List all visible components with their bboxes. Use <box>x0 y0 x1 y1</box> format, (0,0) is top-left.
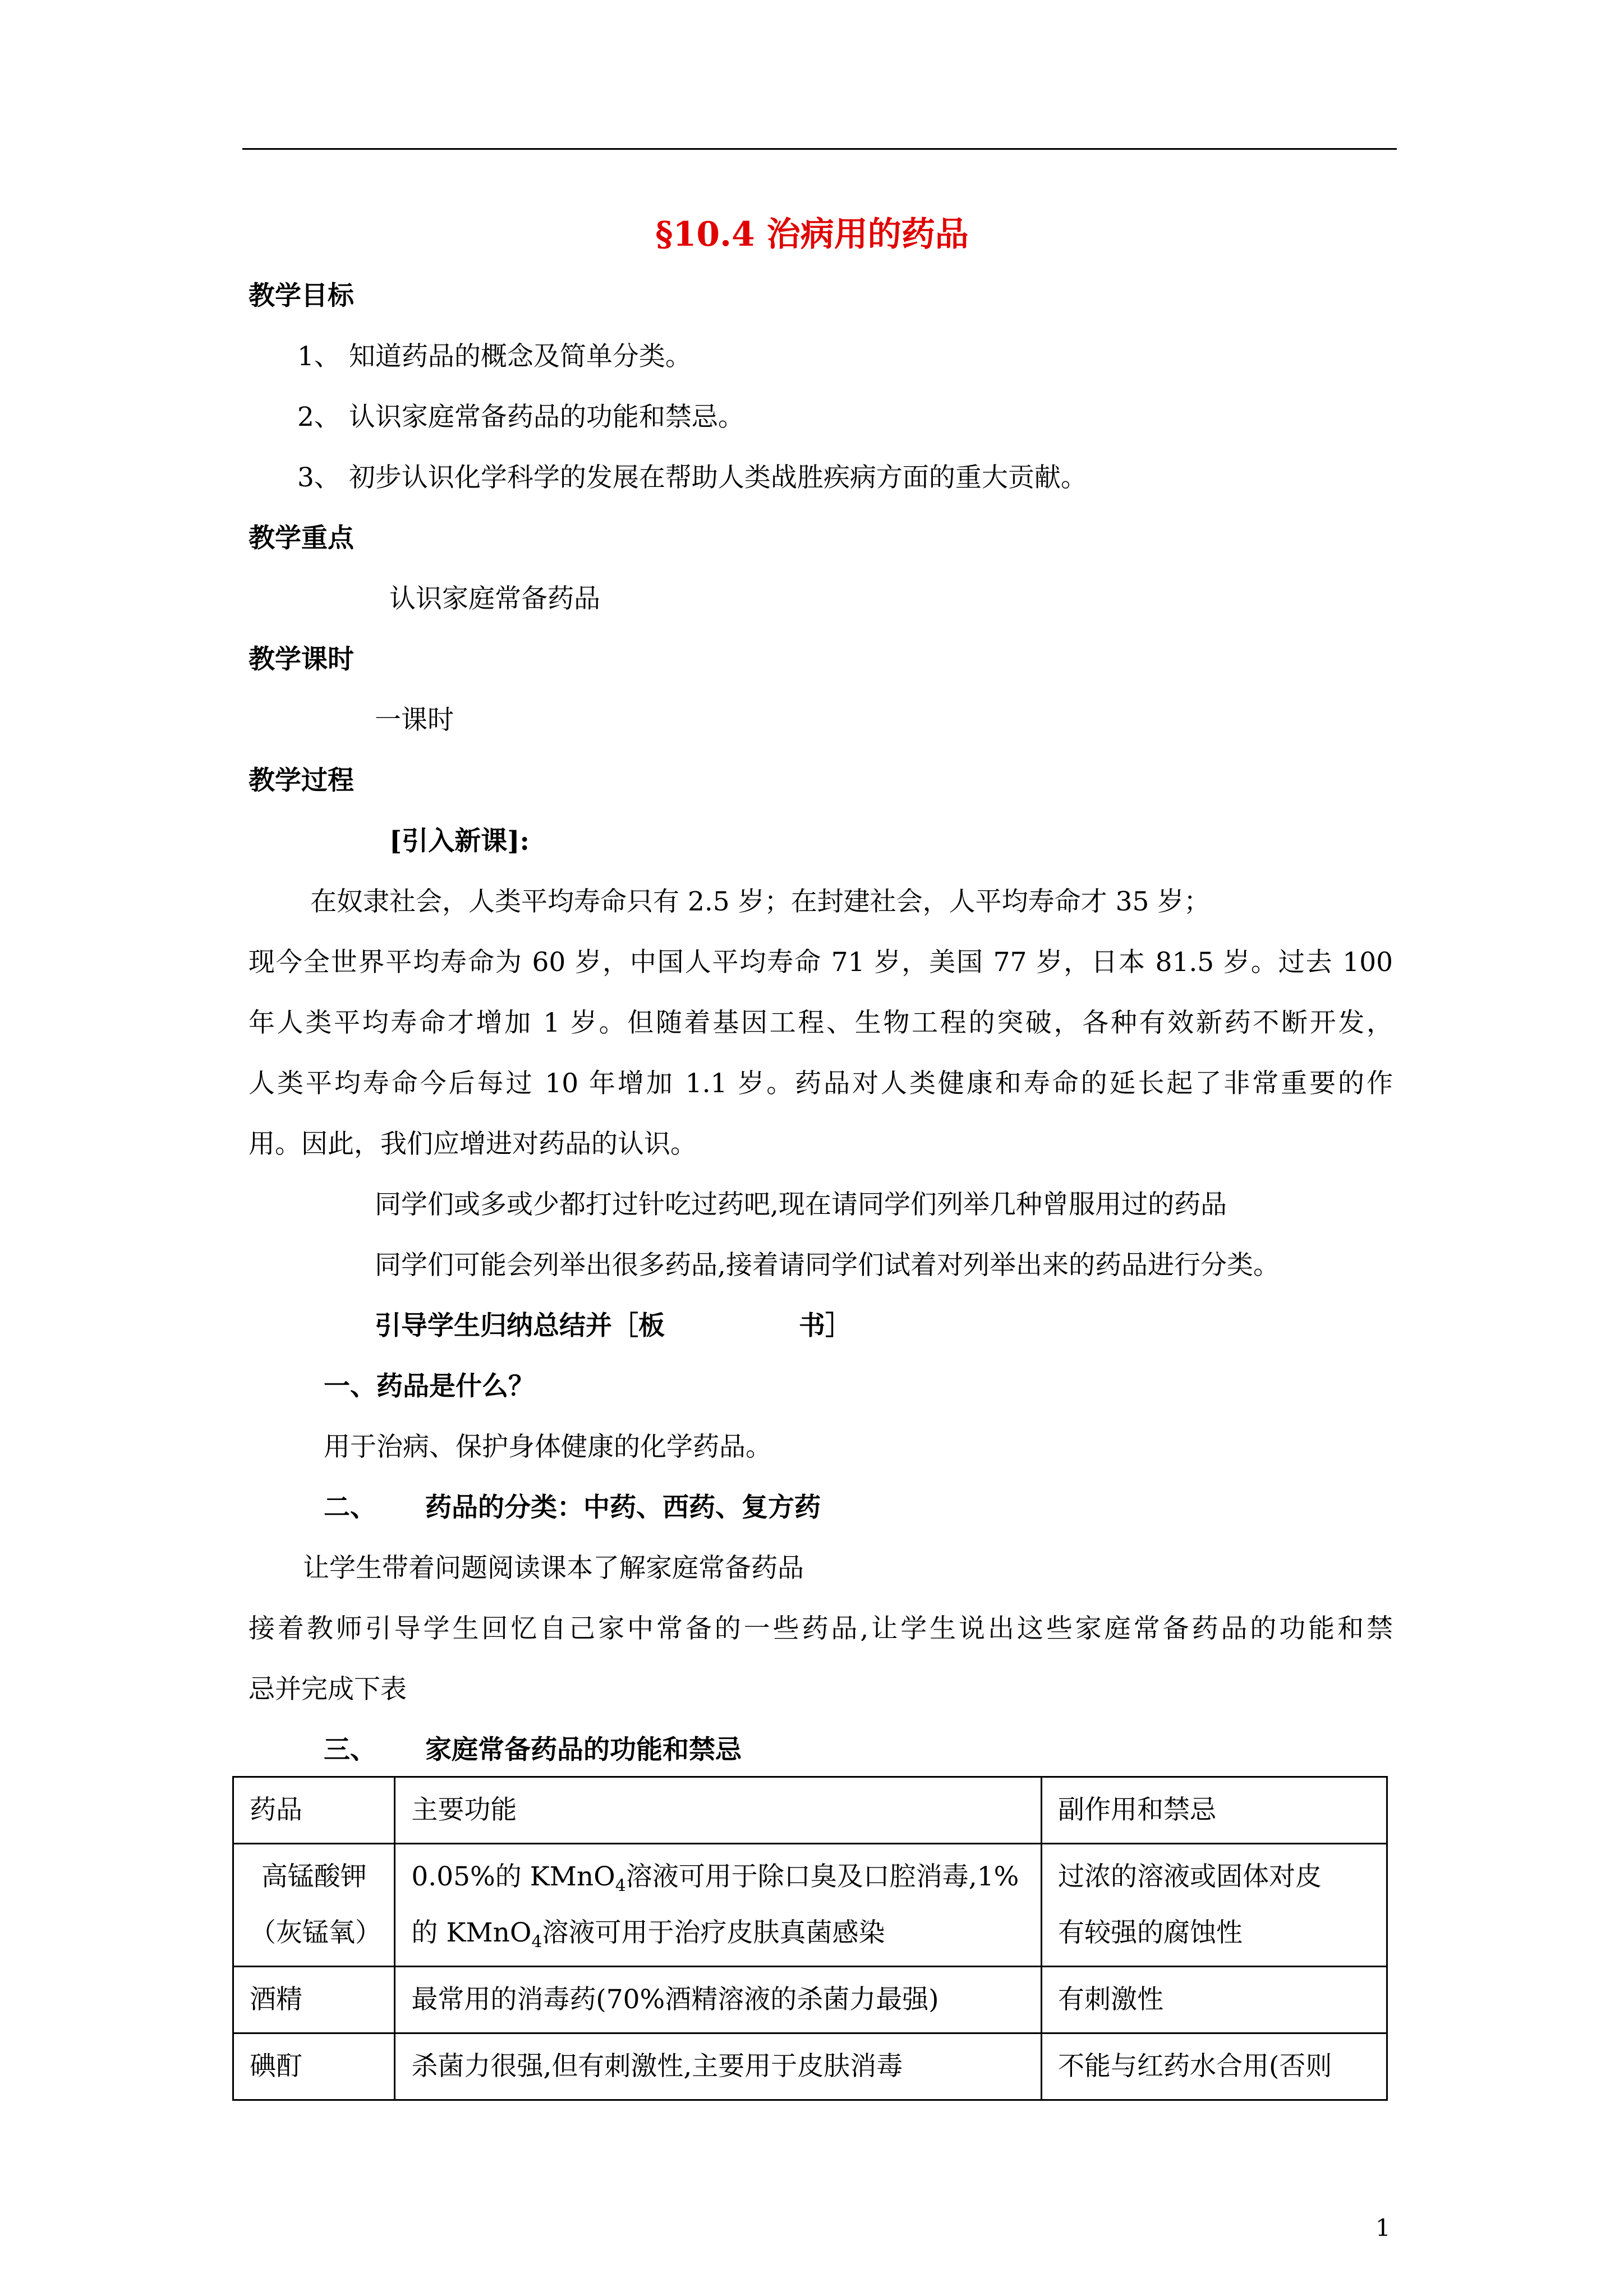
table-cell-function: 最常用的消毒药(70%酒精溶液的杀菌力最强) <box>395 1967 1042 2033</box>
table-row <box>233 2033 1387 2100</box>
paragraph: 让学生带着问题阅读课本了解家庭常备药品 <box>303 1553 804 1584</box>
page-title: §10.4 治病用的药品 <box>655 215 969 254</box>
cell-line <box>411 1849 1025 1905</box>
paragraph: 同学们或多或少都打过针吃过药吧,现在请同学们列举几种曾服用过的药品 <box>375 1189 1227 1220</box>
table-header-cell: 主要功能 <box>395 1777 1042 1844</box>
cell-line: （灰锰氧） <box>250 1917 381 1948</box>
section-text-1: 用于治病、保护身体健康的化学药品。 <box>324 1432 772 1462</box>
key-heading: 教学重点 <box>249 523 354 554</box>
objective-item: 3、 初步认识化学科学的发展在帮助人类战胜疾病方面的重大贡献。 <box>297 462 1087 493</box>
medicine-table <box>232 1776 1388 2101</box>
cell-line <box>411 1905 1025 1961</box>
table-cell-function <box>395 1844 1042 1967</box>
guide-label-end: 书］ <box>799 1310 852 1341</box>
table-cell-function: 杀菌力很强,但有刺激性,主要用于皮肤消毒 <box>395 2033 1042 2100</box>
paragraph-line: 用。因此，我们应增进对药品的认识。 <box>249 1129 697 1159</box>
subscript: 4 <box>615 1876 626 1896</box>
period-heading: 教学课时 <box>249 644 354 675</box>
section-number-3: 三、 <box>324 1734 376 1765</box>
objective-item: 2、 认识家庭常备药品的功能和禁忌。 <box>297 402 744 432</box>
table-header-cell: 副作用和禁忌 <box>1041 1777 1387 1844</box>
header-rule <box>242 148 1397 150</box>
paragraph-line: 现今全世界平均寿命为 60 岁，中国人平均寿命 71 岁，美国 77 岁，日本 81.5 岁。过去 100 <box>249 947 1393 978</box>
process-heading: 教学过程 <box>249 765 354 796</box>
cell-text: 0.05%的 KMnO <box>411 1861 615 1892</box>
cell-text: 溶液可用于治疗皮肤真菌感染 <box>542 1917 885 1948</box>
subscript: 4 <box>531 1932 542 1952</box>
table-cell-medicine <box>233 1844 395 1967</box>
section-heading-1: 一、药品是什么？ <box>324 1371 535 1402</box>
table-cell-side-effects: 不能与红药水合用(否则 <box>1041 2033 1387 2100</box>
objectives-heading: 教学目标 <box>249 280 354 311</box>
paragraph-line: 忌并完成下表 <box>249 1674 407 1705</box>
guide-label: 引导学生归纳总结并［板 <box>375 1310 665 1341</box>
key-text: 认识家庭常备药品 <box>389 583 600 614</box>
cell-line: 有较强的腐蚀性 <box>1057 1917 1243 1948</box>
paragraph-line: 在奴隶社会，人类平均寿命只有 2.5 岁；在封建社会，人平均寿命才 35 岁； <box>310 886 1211 917</box>
table-header-row <box>233 1777 1387 1844</box>
paragraph-line: 年人类平均寿命才增加 1 岁。但随着基因工程、生物工程的突破，各种有效新药不断开发， <box>249 1007 1393 1038</box>
table-cell-side-effects <box>1041 1844 1387 1967</box>
cell-text: 溶液可用于除口臭及口腔消毒,1% <box>625 1861 1019 1892</box>
objective-item: 1、 知道药品的概念及简单分类。 <box>297 341 692 372</box>
section-heading-2: 药品的分类：中药、西药、复方药 <box>425 1492 821 1523</box>
intro-label: [引入新课]: <box>389 826 530 857</box>
paragraph: 同学们可能会列举出很多药品,接着请同学们试着对列举出来的药品进行分类。 <box>375 1250 1280 1281</box>
paragraph-line: 接着教师引导学生回忆自己家中常备的一些药品,让学生说出这些家庭常备药品的功能和禁 <box>249 1613 1393 1644</box>
section-heading-3: 家庭常备药品的功能和禁忌 <box>425 1734 742 1765</box>
section-number-2: 二、 <box>324 1492 376 1523</box>
period-text: 一课时 <box>375 705 454 735</box>
page-number: 1 <box>1375 2214 1391 2242</box>
cell-text: 的 KMnO <box>411 1917 532 1948</box>
cell-line: 过浓的溶液或固体对皮 <box>1057 1861 1322 1892</box>
table-cell-medicine: 碘酊 <box>233 2033 395 2100</box>
table-cell-medicine: 酒精 <box>233 1967 395 2033</box>
table-row <box>233 1844 1387 1967</box>
paragraph-line: 人类平均寿命今后每过 10 年增加 1.1 岁。药品对人类健康和寿命的延长起了非常重要的作 <box>249 1068 1393 1099</box>
table-header-cell: 药品 <box>233 1777 395 1844</box>
table-cell-side-effects: 有刺激性 <box>1041 1967 1387 2033</box>
table-row <box>233 1967 1387 2033</box>
cell-line: 高锰酸钾 <box>261 1861 367 1892</box>
